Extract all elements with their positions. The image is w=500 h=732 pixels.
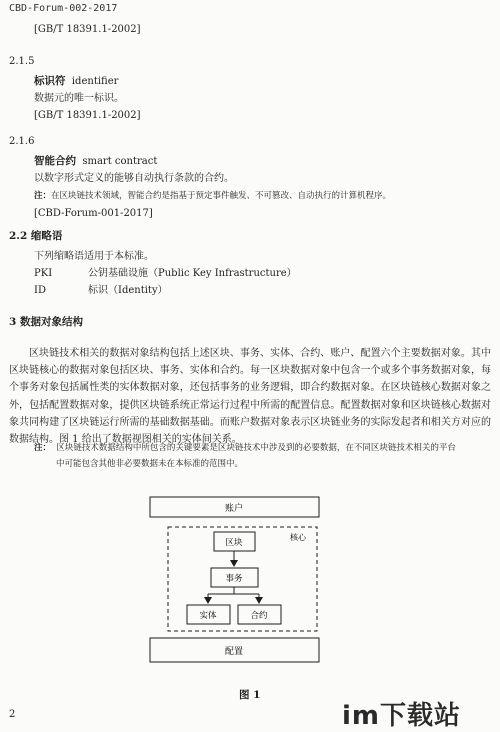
clause-number-216: 2.1.6: [9, 136, 35, 147]
entity-label: 实体: [199, 611, 217, 621]
account-label: 账户: [224, 504, 244, 514]
section-paragraph: 区块链技术相关的数据对象结构包括上述区块、事务、实体、合约、账户、配置六个主要数据对象。其中区块链核心的数据对象包括区块、事务、实体和合约。每一区块数据对象中包含一个或多个事务数据对象，每个事务对象包括属性类的实体数据对象，还包括事务的业务逻辑，即合约数据对象。在区块链核心数据对象之外，包括配置数据对象，提供区块链系统正常运行过程中所需的配置信息。配置数据对象和区块链核心数据对象共同构建了区块链运行所需的基础数据基础。而账户数据对象表示区块链业务的实际发起者和相关方对应的数据结构。图 1 给出了数据视图相关的实体间关系。: [9, 348, 491, 446]
term-zh: 智能合约: [34, 155, 76, 167]
document-header: CBD-Forum-002-2017: [9, 3, 118, 14]
note-text: 区块链技术数据结构中所包含的关键要素是区块链技术中涉及到的必要数据，在不同区块链技术相关的平台: [56, 443, 456, 453]
transaction-label: 事务: [225, 574, 243, 584]
abbr-expansion: 标识（Identity）: [88, 285, 168, 296]
note-label: 注：: [34, 443, 52, 453]
reference-1: [GB/T 18391.1-2002]: [34, 24, 141, 35]
watermark-logo: im下载站: [342, 701, 462, 731]
reference-identifier: [GB/T 18391.1-2002]: [34, 110, 141, 121]
term-en: identifier: [71, 76, 119, 87]
definition-identifier: 数据元的唯一标识。: [34, 93, 124, 104]
contract-label: 合约: [250, 611, 268, 621]
core-label: 核心: [290, 533, 306, 542]
note-label: 注：: [34, 191, 52, 201]
term-en: smart contract: [82, 156, 158, 167]
note-text: 在区块链技术领域，智能合约是指基于预定事件触发、不可篡改、自动执行的计算机程序。: [51, 191, 392, 201]
page-number: 2: [9, 709, 16, 720]
abbr-intro: 下列缩略语适用于本标准。: [34, 251, 154, 262]
figure-caption: 图 1: [239, 689, 261, 701]
section-note-continued: 中可能包含其他非必要数据未在本标准的范围中。: [56, 459, 244, 469]
reference-smart-contract: [CBD-Forum-001-2017]: [34, 208, 153, 219]
section-heading-3: 3 数据对象结构: [9, 316, 83, 328]
term-zh: 标识符: [34, 75, 66, 87]
block-label: 区块: [225, 538, 243, 548]
abbr-term: ID: [34, 285, 46, 296]
clause-number-215: 2.1.5: [9, 56, 35, 67]
abbr-term: PKI: [34, 268, 53, 279]
section-heading-22: 2.2 缩略语: [9, 230, 63, 242]
config-label: 配置: [224, 647, 244, 657]
definition-smart-contract: 以数字形式定义的能够自动执行条款的合约。: [34, 173, 234, 184]
abbr-expansion: 公钥基础设施（Public Key Infrastructure）: [88, 268, 297, 279]
